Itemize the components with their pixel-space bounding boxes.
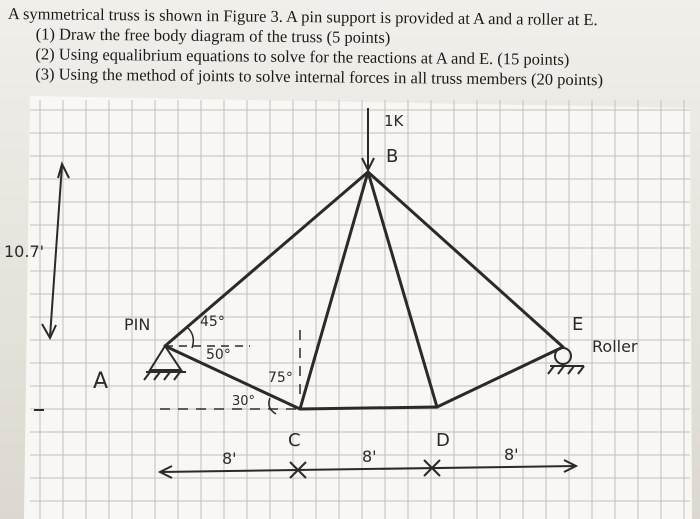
pin-label: PIN [124,315,151,334]
load-label: 1K [384,112,404,130]
angle-50: 50° [206,347,231,363]
angle-45: 45° [200,314,225,330]
task-2: (2) Using equalibrium equations to solve for the reactions at A and E. (15 points) [35,44,570,69]
span-label-2: 8' [362,447,377,466]
node-label-d: D [436,430,450,451]
angle-30: 30° [232,394,256,409]
node-label-e: E [572,314,584,335]
node-label-c: C [288,430,301,451]
angle-75: 75° [268,370,293,386]
node-label-b: B [386,146,399,167]
span-label-1: 8' [222,449,237,468]
task-3: (3) Using the method of joints to solve internal forces in all truss members (20 points) [35,64,604,90]
task-1: (1) Draw the free body diagram of the truss (5 points) [35,24,391,48]
member-cd [300,407,437,409]
node-label-a: A [93,369,109,394]
roller-label: Roller [592,337,638,356]
problem-intro: A symmetrical truss is shown in Figure 3. A pin support is provided at A and a roller at E. [7,4,598,30]
span-label-3: 8' [504,445,519,464]
height-label: 10.7' [4,242,45,261]
